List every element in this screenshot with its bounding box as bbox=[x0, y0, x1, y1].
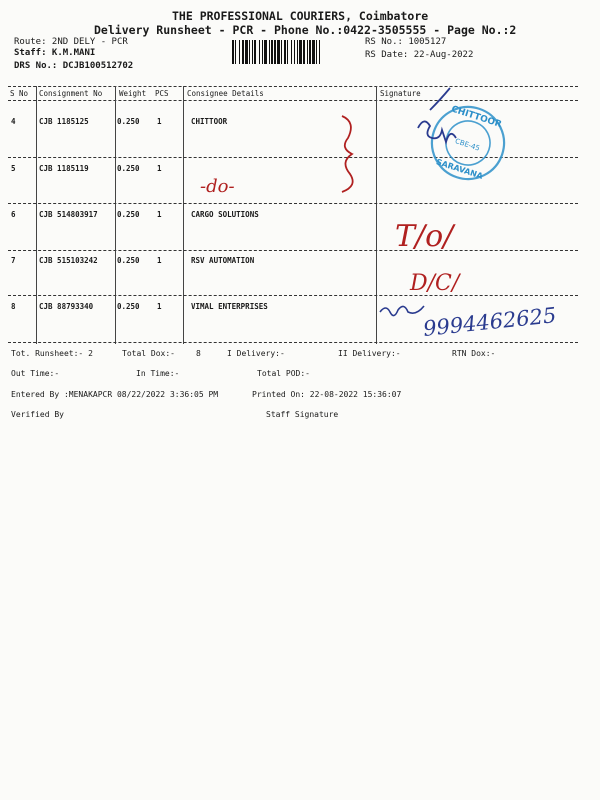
printed-on: Printed On: 22-08-2022 15:36:07 bbox=[252, 390, 402, 399]
row-weight: 0.250 bbox=[117, 256, 140, 265]
row-consignee: CHITTOOR bbox=[191, 117, 228, 126]
rs-number: RS No.: 1005127 bbox=[365, 37, 447, 47]
row-pcs: 1 bbox=[157, 302, 162, 311]
in-time: In Time:- bbox=[136, 369, 180, 378]
row-sno: 7 bbox=[11, 256, 16, 265]
row-weight: 0.250 bbox=[117, 117, 140, 126]
row-consignment: CJB 514803917 bbox=[39, 210, 98, 219]
row6-handwritten-mark: T/o/ bbox=[395, 219, 454, 254]
row-pcs: 1 bbox=[157, 256, 162, 265]
out-time: Out Time:- bbox=[11, 369, 60, 378]
row-weight: 0.250 bbox=[117, 302, 140, 311]
total-pod: Total POD:- bbox=[257, 369, 310, 378]
ii-delivery: II Delivery:- bbox=[338, 349, 401, 358]
row-consignee: CARGO SOLUTIONS bbox=[191, 210, 259, 219]
company-title: THE PROFESSIONAL COURIERS, Coimbatore bbox=[172, 9, 429, 23]
handwritten-phone: 9994462625 bbox=[422, 303, 558, 341]
tot-runsheet: Tot. Runsheet:- 2 bbox=[11, 349, 93, 358]
column-header-consignee: Consignee Details bbox=[187, 89, 264, 98]
total-dox-value: 8 bbox=[196, 349, 201, 358]
row-sno: 4 bbox=[11, 117, 16, 126]
row-sno: 6 bbox=[11, 210, 16, 219]
row-sno: 8 bbox=[11, 302, 16, 311]
row7-handwritten-mark: D/C/ bbox=[410, 271, 460, 296]
row-consignment: CJB 1185119 bbox=[39, 164, 89, 173]
row-consignee: RSV AUTOMATION bbox=[191, 256, 255, 265]
stamp-inner-text: CBE-45 bbox=[453, 137, 481, 153]
entered-by: Entered By :MENAKAPCR 08/22/2022 3:36:05 PM bbox=[11, 390, 219, 399]
column-header-weight: Weight bbox=[119, 89, 147, 98]
chittoor-stamp bbox=[423, 98, 514, 189]
column-header-sno: S No bbox=[10, 89, 29, 98]
column-header-pcs: PCS bbox=[155, 89, 169, 98]
drs-number: DRS No.: DCJB100512702 bbox=[14, 61, 134, 71]
row-weight: 0.250 bbox=[117, 210, 140, 219]
stamp-bottom-text: SARAVANA bbox=[435, 157, 484, 181]
row-pcs: 1 bbox=[157, 164, 162, 173]
ditto-mark: -do- bbox=[200, 176, 235, 197]
total-dox-label: Total Dox:- bbox=[122, 349, 175, 358]
rtn-dox: RTN Dox:- bbox=[452, 349, 496, 358]
row-consignment: CJB 1185125 bbox=[39, 117, 89, 126]
row-pcs: 1 bbox=[157, 117, 162, 126]
staff-signature-label: Staff Signature bbox=[266, 410, 339, 419]
route-label: Route: 2ND DELY - PCR bbox=[14, 37, 128, 47]
rs-date: RS Date: 22-Aug-2022 bbox=[365, 50, 474, 60]
stamp-ring-text: CHITTOOR bbox=[449, 104, 503, 131]
column-header-signature: Signature bbox=[380, 89, 421, 98]
row-consignee: VIMAL ENTERPRISES bbox=[191, 302, 268, 311]
i-delivery: I Delivery:- bbox=[227, 349, 285, 358]
signature-scribble bbox=[418, 88, 456, 142]
row-consignment: CJB 88793340 bbox=[39, 302, 94, 311]
staff-label: Staff: K.M.MANI bbox=[14, 48, 96, 58]
row-sno: 5 bbox=[11, 164, 16, 173]
row-weight: 0.250 bbox=[117, 164, 140, 173]
column-header-consignment: Consignment No bbox=[39, 89, 103, 98]
ditto-bracket bbox=[342, 116, 353, 192]
runsheet-title: Delivery Runsheet - PCR - Phone No.:0422-3505555 - Page No.:2 bbox=[94, 23, 517, 37]
row8-signature-scribble bbox=[380, 306, 424, 316]
verified-by: Verified By bbox=[11, 410, 64, 419]
row-pcs: 1 bbox=[157, 210, 162, 219]
row-consignment: CJB 515103242 bbox=[39, 256, 98, 265]
